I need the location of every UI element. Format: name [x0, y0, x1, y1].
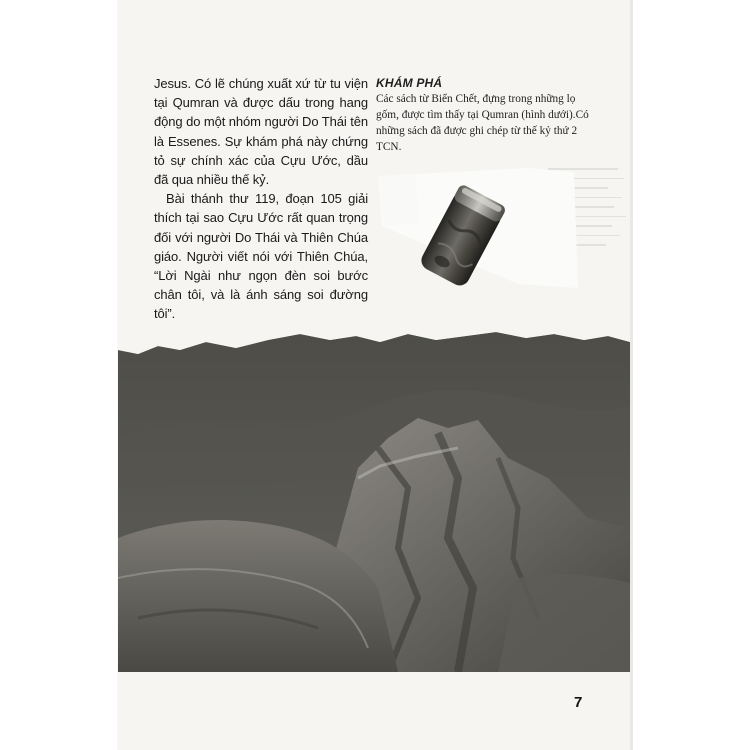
book-page	[118, 0, 630, 750]
main-text-column	[154, 74, 368, 324]
body-paragraph-2: Bài thánh thư 119, đoạn 105 giải thích tại sao Cựu Ước rất quan trọng đối với người Do Thái và Thiên Chúa giáo. Người viết nói với Thiên Chúa, “Lời Ngài như ngọn đèn soi bước chân tôi, và là ánh sáng soi đường tôi”.	[154, 191, 368, 322]
clay-jar-photo-icon	[378, 168, 578, 288]
page-number: 7	[574, 694, 583, 711]
sidebar-title: KHÁM PHÁ	[376, 76, 443, 90]
sidebar-box	[376, 76, 592, 155]
page-edge	[630, 0, 633, 750]
qumran-cliffs-photo-icon	[118, 328, 630, 672]
sidebar-caption: Các sách từ Biển Chết, đựng trong những lọ gốm, được tìm thấy tại Qumran (hình dưới).Có những sách đã được ghi chép từ thế kỷ thứ 2 TCN.	[376, 93, 589, 153]
body-paragraph-1: Jesus. Có lẽ chúng xuất xứ từ tu viện tại Qumran và được dấu trong hang động do một nhóm người Do Thái tên là Essenes. Sự khám phá này chứng tỏ sự chính xác của Cựu Ước, dầu đã qua nhiều thế kỷ.	[154, 76, 368, 188]
